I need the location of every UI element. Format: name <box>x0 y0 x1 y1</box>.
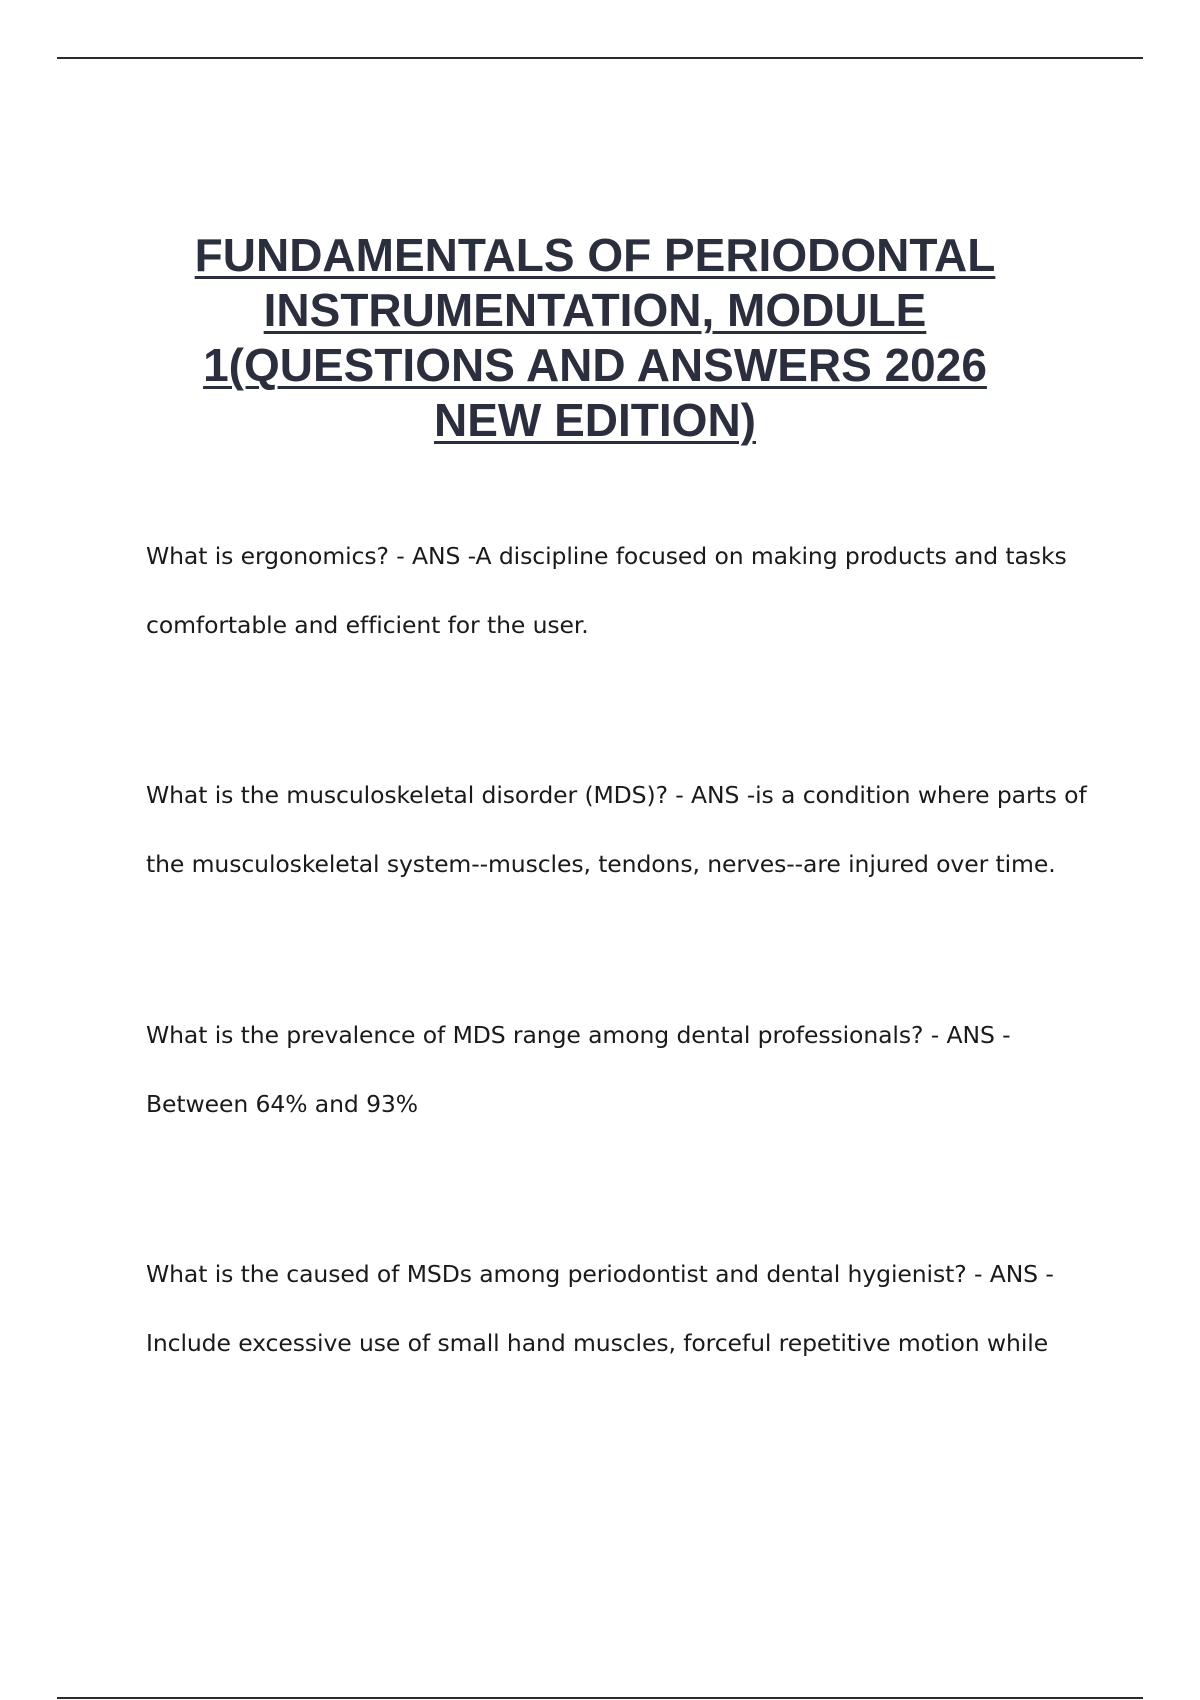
qa-line: What is the musculoskeletal disorder (MDS)? - ANS -is a condition where parts of <box>146 781 1087 809</box>
top-rule <box>57 57 1143 59</box>
document-title <box>120 228 1070 448</box>
title-line-3: 1(QUESTIONS AND ANSWERS 2026 <box>203 339 987 391</box>
qa-line: comfortable and efficient for the user. <box>146 611 589 639</box>
qa-line: the musculoskeletal system--muscles, tendons, nerves--are injured over time. <box>146 850 1056 878</box>
qa-line: Between 64% and 93% <box>146 1090 419 1118</box>
qa-item-mds-prevalence <box>146 1001 1096 1139</box>
qa-item-msd-causes <box>146 1240 1096 1378</box>
title-line-2: INSTRUMENTATION, MODULE <box>263 284 927 336</box>
qa-line: What is the caused of MSDs among periodontist and dental hygienist? - ANS - <box>146 1260 1054 1288</box>
qa-item-ergonomics <box>146 522 1096 660</box>
qa-line: Include excessive use of small hand muscles, forceful repetitive motion while <box>146 1329 1049 1357</box>
qa-line: What is ergonomics? - ANS -A discipline focused on making products and tasks <box>146 542 1067 570</box>
bottom-rule <box>57 1697 1143 1699</box>
title-line-1: FUNDAMENTALS OF PERIODONTAL <box>194 229 996 281</box>
title-line-4: NEW EDITION) <box>434 394 756 446</box>
qa-item-musculoskeletal-disorder <box>146 761 1096 899</box>
qa-line: What is the prevalence of MDS range among dental professionals? - ANS - <box>146 1021 1011 1049</box>
